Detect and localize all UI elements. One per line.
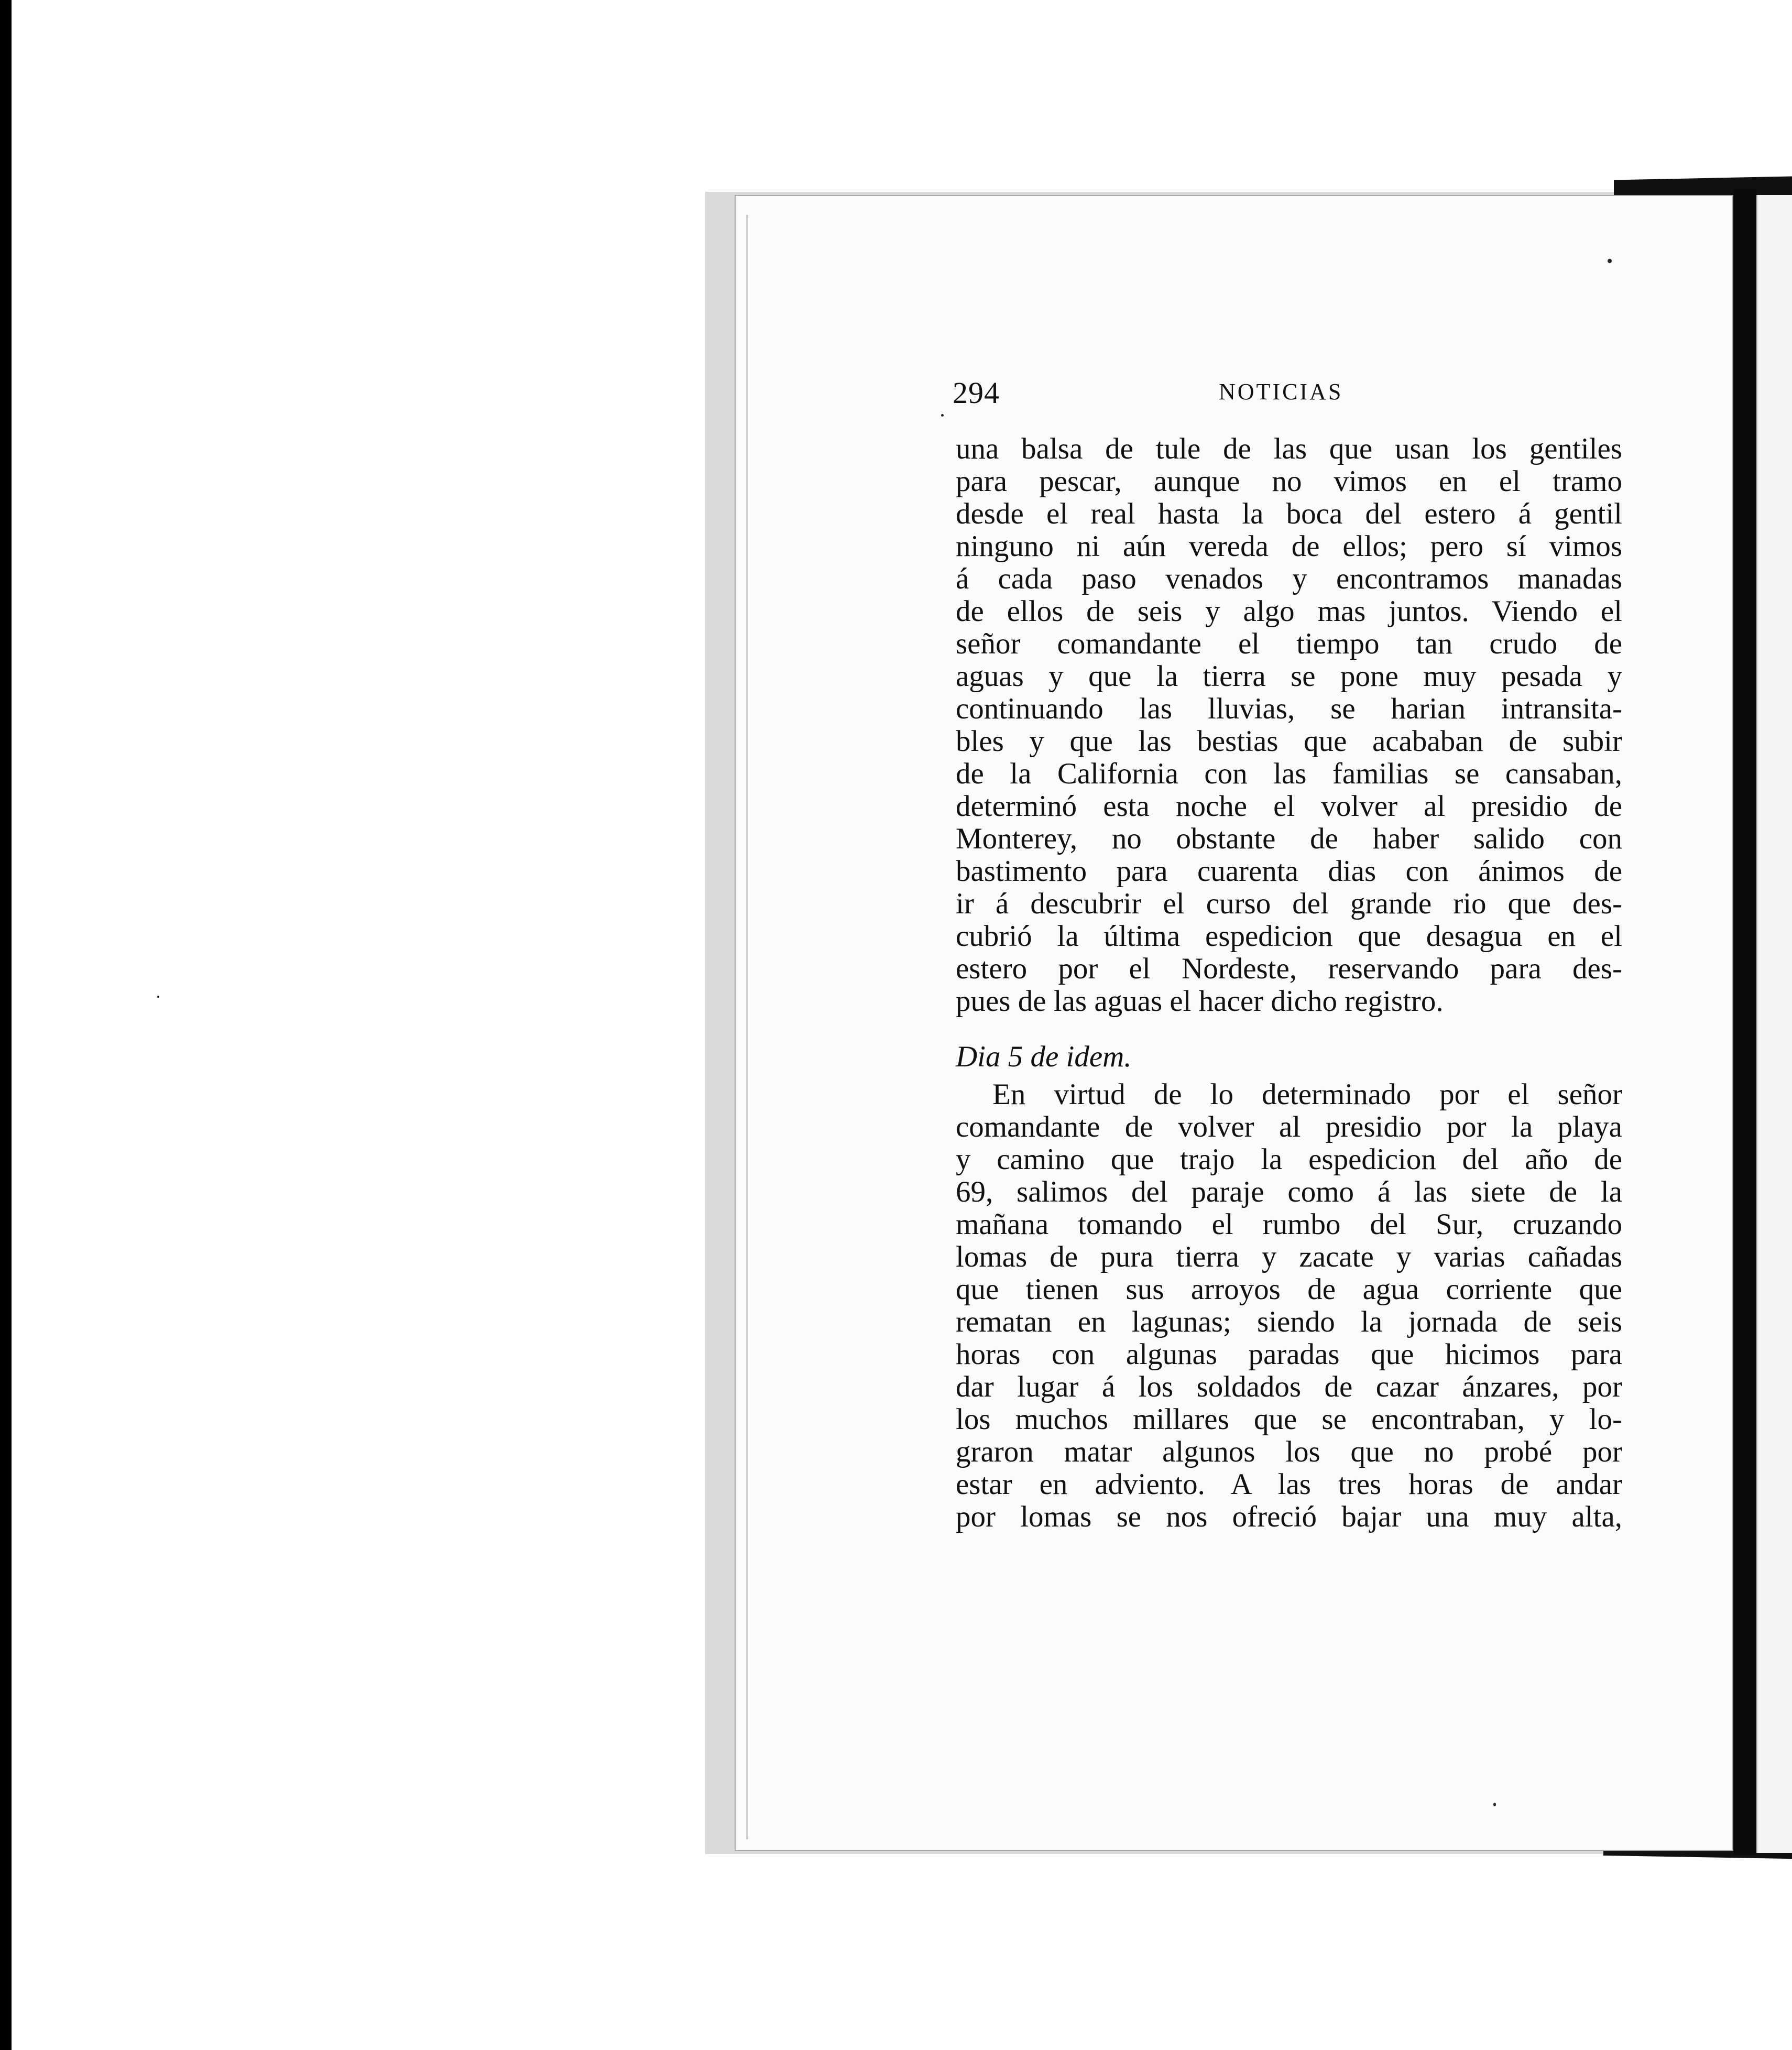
scan-speck xyxy=(941,414,944,417)
text-line: determinó esta noche el volver al presidio de xyxy=(956,790,1622,823)
text-line: lomas de pura tierra y zacate y varias cañadas xyxy=(956,1240,1622,1273)
body-text xyxy=(956,433,1622,1533)
scan-speck xyxy=(1608,259,1612,263)
text-line: bastimento para cuarenta dias con ánimos de xyxy=(956,855,1622,888)
text-line: graron matar algunos los que no probé por xyxy=(956,1435,1622,1468)
text-line: por lomas se nos ofreció bajar una muy alta, xyxy=(956,1500,1622,1533)
text-line: mañana tomando el rumbo del Sur, cruzando xyxy=(956,1208,1622,1241)
running-head: NOTICIAS xyxy=(1219,379,1343,405)
paragraph-1 xyxy=(956,433,1622,1018)
text-line: de la California con las familias se cansaban, xyxy=(956,757,1622,790)
page-number: 294 xyxy=(953,376,1000,410)
text-line: para pescar, aunque no vimos en el tramo xyxy=(956,465,1622,498)
text-line: 69, salimos del paraje como á las siete de la xyxy=(956,1175,1622,1208)
text-line: cubrió la última espedicion que desagua en el xyxy=(956,920,1622,953)
text-line: á cada paso venados y encontramos manadas xyxy=(956,562,1622,595)
text-line: dar lugar á los soldados de cazar ánzares, por xyxy=(956,1370,1622,1403)
text-line: desde el real hasta la boca del estero á gentil xyxy=(956,497,1622,530)
text-line: una balsa de tule de las que usan los gentiles xyxy=(956,432,1622,465)
scan-speck xyxy=(157,996,159,998)
text-line: pues de las aguas el hacer dicho registro. xyxy=(956,985,1444,1018)
paragraph-2 xyxy=(956,1078,1622,1533)
text-line: de ellos de seis y algo mas juntos. Viendo el xyxy=(956,595,1622,628)
page-header xyxy=(953,369,1623,411)
text-line: que tienen sus arroyos de agua corriente que xyxy=(956,1273,1622,1306)
text-line: bles y que las bestias que acababan de subir xyxy=(956,725,1622,758)
section-title: Dia 5 de idem. xyxy=(956,1040,1132,1073)
text-line: señor comandante el tiempo tan crudo de xyxy=(956,627,1622,660)
text-line: estar en adviento. A las tres horas de andar xyxy=(956,1468,1622,1501)
page-gutter-line xyxy=(746,215,748,1839)
text-line: ninguno ni aún vereda de ellos; pero sí vimos xyxy=(956,530,1622,563)
text-line: En virtud de lo determinado por el señor xyxy=(992,1078,1622,1111)
text-line: estero por el Nordeste, reservando para des- xyxy=(956,952,1622,985)
text-line: y camino que trajo la espedicion del año de xyxy=(956,1143,1622,1176)
text-line: continuando las lluvias, se harian intransita- xyxy=(956,692,1622,725)
text-line: aguas y que la tierra se pone muy pesada y xyxy=(956,660,1622,693)
text-line: comandante de volver al presidio por la playa xyxy=(956,1110,1622,1143)
facing-page-edge xyxy=(1756,195,1792,1853)
text-line: los muchos millares que se encontraban, y lo- xyxy=(956,1403,1622,1436)
text-line: ir á descubrir el curso del grande rio que des- xyxy=(956,887,1622,920)
scan-border xyxy=(0,0,12,2050)
text-line: rematan en lagunas; siendo la jornada de seis xyxy=(956,1305,1622,1338)
text-line: horas con algunas paradas que hicimos para xyxy=(956,1338,1622,1371)
scan-speck xyxy=(1493,1803,1496,1806)
book-spine xyxy=(1733,189,1756,1855)
text-line: Monterey, no obstante de haber salido con xyxy=(956,822,1622,855)
